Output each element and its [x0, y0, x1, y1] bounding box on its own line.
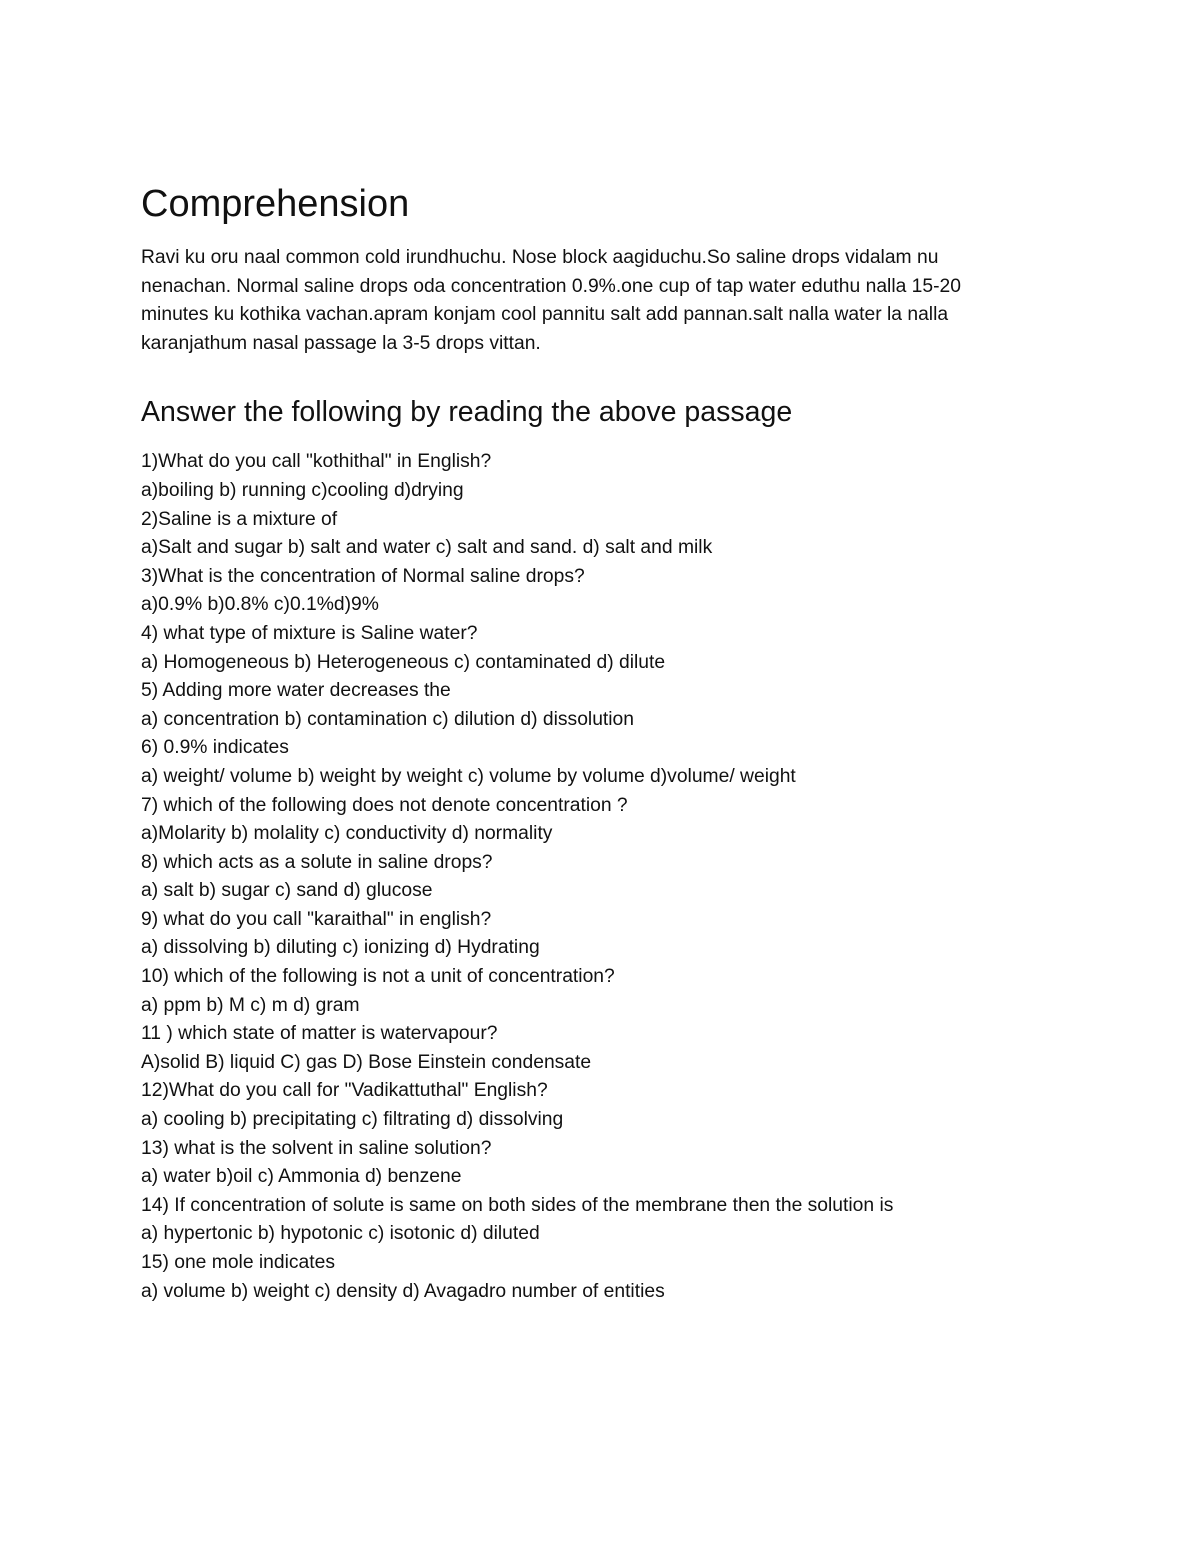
question-10-options: a) ppm b) M c) m d) gram	[141, 994, 360, 1016]
question-14: 14) If concentration of solute is same on both sides of the membrane then the solution is	[141, 1194, 894, 1216]
question-10: 10) which of the following is not a unit of concentration?	[141, 966, 615, 988]
question-13-options: a) water b)oil c) Ammonia d) benzene	[141, 1166, 462, 1188]
question-13: 13) what is the solvent in saline solution?	[141, 1137, 492, 1159]
question-7-options: a)Molarity b) molality c) conductivity d) normality	[141, 823, 553, 845]
question-3: 3)What is the concentration of Normal saline drops?	[141, 565, 585, 587]
questions-heading: Answer the following by reading the above passage	[141, 396, 793, 429]
comprehension-passage	[141, 244, 1081, 358]
passage-line: minutes ku kothika vachan.apram konjam cool pannitu salt add pannan.salt nalla water la nalla	[141, 304, 949, 326]
question-7: 7) which of the following does not denote concentration ?	[141, 794, 628, 816]
question-12-options: a) cooling b) precipitating c) filtrating d) dissolving	[141, 1109, 564, 1131]
question-8-options: a) salt b) sugar c) sand d) glucose	[141, 880, 433, 902]
question-15: 15) one mole indicates	[141, 1252, 335, 1273]
question-11: 11 ) which state of matter is watervapour?	[141, 1023, 498, 1045]
passage-line: karanjathum nasal passage la 3-5 drops vittan.	[141, 332, 541, 354]
question-1-options: a)boiling b) running c)cooling d)drying	[141, 479, 464, 501]
question-11-options: A)solid B) liquid C) gas D) Bose Einstein condensate	[141, 1051, 592, 1073]
question-2-options: a)Salt and sugar b) salt and water c) salt and sand. d) salt and milk	[141, 537, 713, 559]
passage-line: nenachan. Normal saline drops oda concentration 0.9%.one cup of tap water eduthu nalla 15-20	[141, 275, 961, 297]
question-6: 6) 0.9% indicates	[141, 737, 289, 759]
question-4-options: a) Homogeneous b) Heterogeneous c) contaminated d) dilute	[141, 651, 666, 673]
question-5: 5) Adding more water decreases the	[141, 680, 451, 702]
question-12: 12)What do you call for "Vadikattuthal" English?	[141, 1080, 548, 1102]
question-9-options: a) dissolving b) diluting c) ionizing d) Hydrating	[141, 937, 540, 959]
question-1: 1)What do you call "kothithal" in English?	[141, 451, 492, 473]
question-2: 2)Saline is a mixture of	[141, 508, 338, 530]
document-page	[141, 178, 1081, 1306]
passage-line: Ravi ku oru naal common cold irundhuchu. Nose block aagiduchu.So saline drops vidalam nu	[141, 247, 939, 268]
question-6-options: a) weight/ volume b) weight by weight c) volume by volume d)volume/ weight	[141, 765, 796, 787]
question-5-options: a) concentration b) contamination c) dilution d) dissolution	[141, 708, 635, 730]
question-15-options: a) volume b) weight c) density d) Avagadro number of entities	[141, 1280, 665, 1302]
question-3-options: a)0.9% b)0.8% c)0.1%d)9%	[141, 594, 379, 616]
question-9: 9) what do you call "karaithal" in english?	[141, 908, 492, 930]
document-title: Comprehension	[141, 183, 410, 225]
question-8: 8) which acts as a solute in saline drops?	[141, 851, 493, 873]
question-14-options: a) hypertonic b) hypotonic c) isotonic d) diluted	[141, 1223, 540, 1245]
question-list	[141, 448, 1081, 1306]
question-4: 4) what type of mixture is Saline water?	[141, 622, 478, 644]
